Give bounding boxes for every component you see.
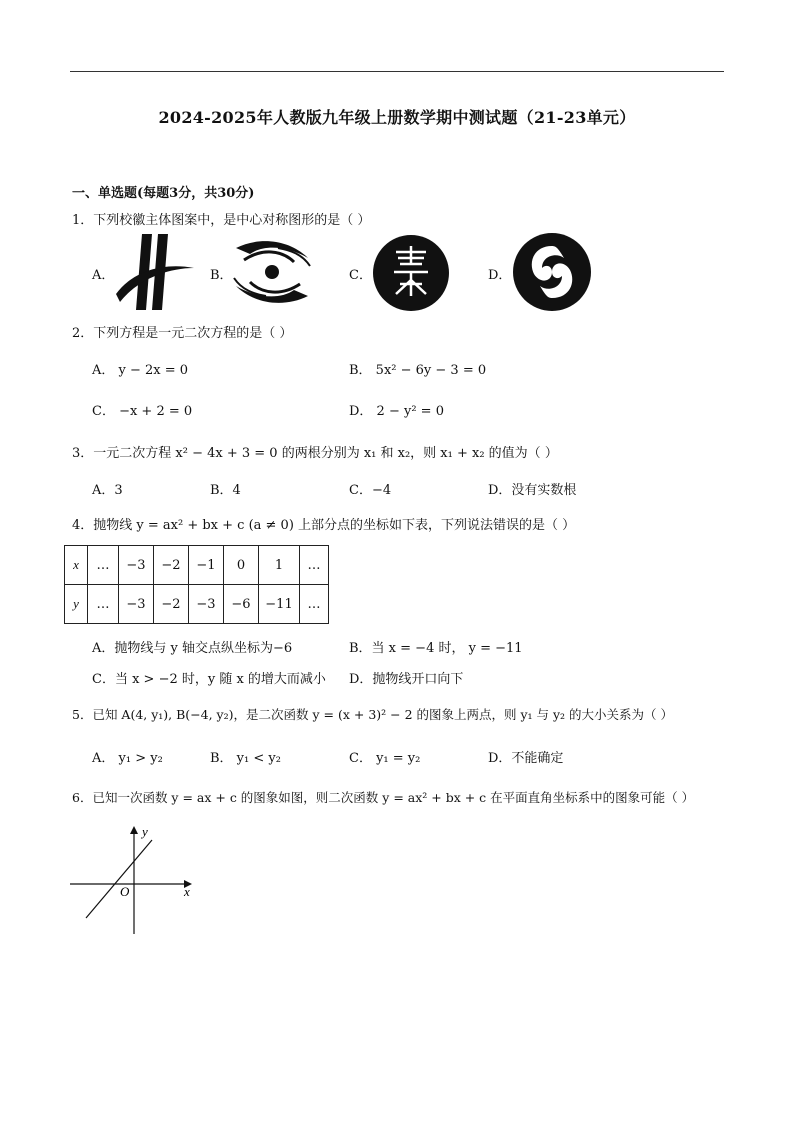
q5-option-d: D．不能确定 bbox=[488, 751, 564, 766]
q4-option-b: B．当 x = −4 时， y = −11 bbox=[349, 641, 523, 656]
q4-option-d: D．抛物线开口向下 bbox=[349, 672, 464, 687]
q6-linear-graph bbox=[66, 822, 206, 938]
q1-option-d-label: D． bbox=[488, 268, 512, 283]
table-cell: x bbox=[65, 546, 88, 585]
line-y-ax-c bbox=[86, 840, 152, 918]
y-axis-label: y bbox=[142, 824, 148, 839]
q4-option-a: A．抛物线与 y 轴交点纵坐标为−6 bbox=[92, 641, 293, 656]
q4-value-table bbox=[64, 545, 329, 624]
table-row-x bbox=[65, 546, 329, 585]
q3-option-d: D．没有实数根 bbox=[488, 483, 577, 498]
q1-logo-d-icon bbox=[512, 232, 592, 312]
q1-logo-a-icon bbox=[112, 232, 196, 312]
q5-option-c: C． y₁ = y₂ bbox=[349, 751, 421, 766]
table-cell: … bbox=[88, 585, 119, 624]
table-cell: −11 bbox=[259, 585, 300, 624]
origin-label: O bbox=[120, 884, 130, 899]
table-cell: −2 bbox=[154, 585, 189, 624]
q2-option-d: D． 2 − y² = 0 bbox=[349, 404, 444, 419]
table-cell: … bbox=[88, 546, 119, 585]
table-row-y bbox=[65, 585, 329, 624]
question-5-stem: 5．已知 A(4, y₁), B(−4, y₂)，是二次函数 y = (x + 3)² − 2 的图象上两点，则 y₁ 与 y₂ 的大小关系为（ ） bbox=[72, 707, 674, 722]
table-cell: y bbox=[65, 585, 88, 624]
table-cell: 0 bbox=[224, 546, 259, 585]
table-cell: −6 bbox=[224, 585, 259, 624]
question-4-stem: 4．抛物线 y = ax² + bx + c (a ≠ 0) 上部分点的坐标如下表，下列说法错误的是（ ） bbox=[72, 518, 576, 533]
q1-logo-b-icon bbox=[230, 236, 314, 308]
question-2-stem: 2．下列方程是一元二次方程的是（ ） bbox=[72, 326, 293, 341]
table-cell: −3 bbox=[119, 585, 154, 624]
table-cell: −2 bbox=[154, 546, 189, 585]
q1-option-c-label: C． bbox=[349, 268, 372, 283]
q2-option-b: B． 5x² − 6y − 3 = 0 bbox=[349, 363, 487, 378]
table-cell: … bbox=[300, 546, 329, 585]
q1-option-a-label: A． bbox=[92, 268, 115, 283]
q1-option-b-label: B． bbox=[210, 268, 233, 283]
section-heading: 一、单选题(每题3分，共30分) bbox=[72, 186, 255, 201]
table-cell: −1 bbox=[189, 546, 224, 585]
q5-option-a: A． y₁ > y₂ bbox=[92, 751, 163, 766]
table-cell: −3 bbox=[189, 585, 224, 624]
q3-option-a: A．3 bbox=[92, 483, 123, 498]
x-axis-label: x bbox=[184, 884, 190, 899]
q1-logo-c-icon bbox=[372, 234, 450, 312]
header-rule bbox=[70, 71, 724, 72]
question-1-stem: 1．下列校徽主体图案中，是中心对称图形的是（ ） bbox=[72, 213, 371, 228]
q2-option-a: A． y − 2x = 0 bbox=[92, 363, 189, 378]
q3-option-b: B．4 bbox=[210, 483, 241, 498]
table-cell: −3 bbox=[119, 546, 154, 585]
q3-option-c: C．−4 bbox=[349, 483, 392, 498]
y-axis-arrow-icon bbox=[130, 826, 138, 834]
question-3-stem: 3．一元二次方程 x² − 4x + 3 = 0 的两根分别为 x₁ 和 x₂，则 x₁ + x₂ 的值为（ ） bbox=[72, 446, 558, 461]
page-title: 2024-2025年人教版九年级上册数学期中测试题（21-23单元） bbox=[158, 108, 636, 127]
question-6-stem: 6．已知一次函数 y = ax + c 的图象如图，则二次函数 y = ax² + bx + c 在平面直角坐标系中的图象可能（ ） bbox=[72, 790, 695, 805]
table-cell: 1 bbox=[259, 546, 300, 585]
q2-option-c: C． −x + 2 = 0 bbox=[92, 404, 193, 419]
q5-option-b: B． y₁ < y₂ bbox=[210, 751, 281, 766]
q4-option-c: C．当 x > −2 时，y 随 x 的增大而减小 bbox=[92, 672, 326, 687]
table-cell: … bbox=[300, 585, 329, 624]
